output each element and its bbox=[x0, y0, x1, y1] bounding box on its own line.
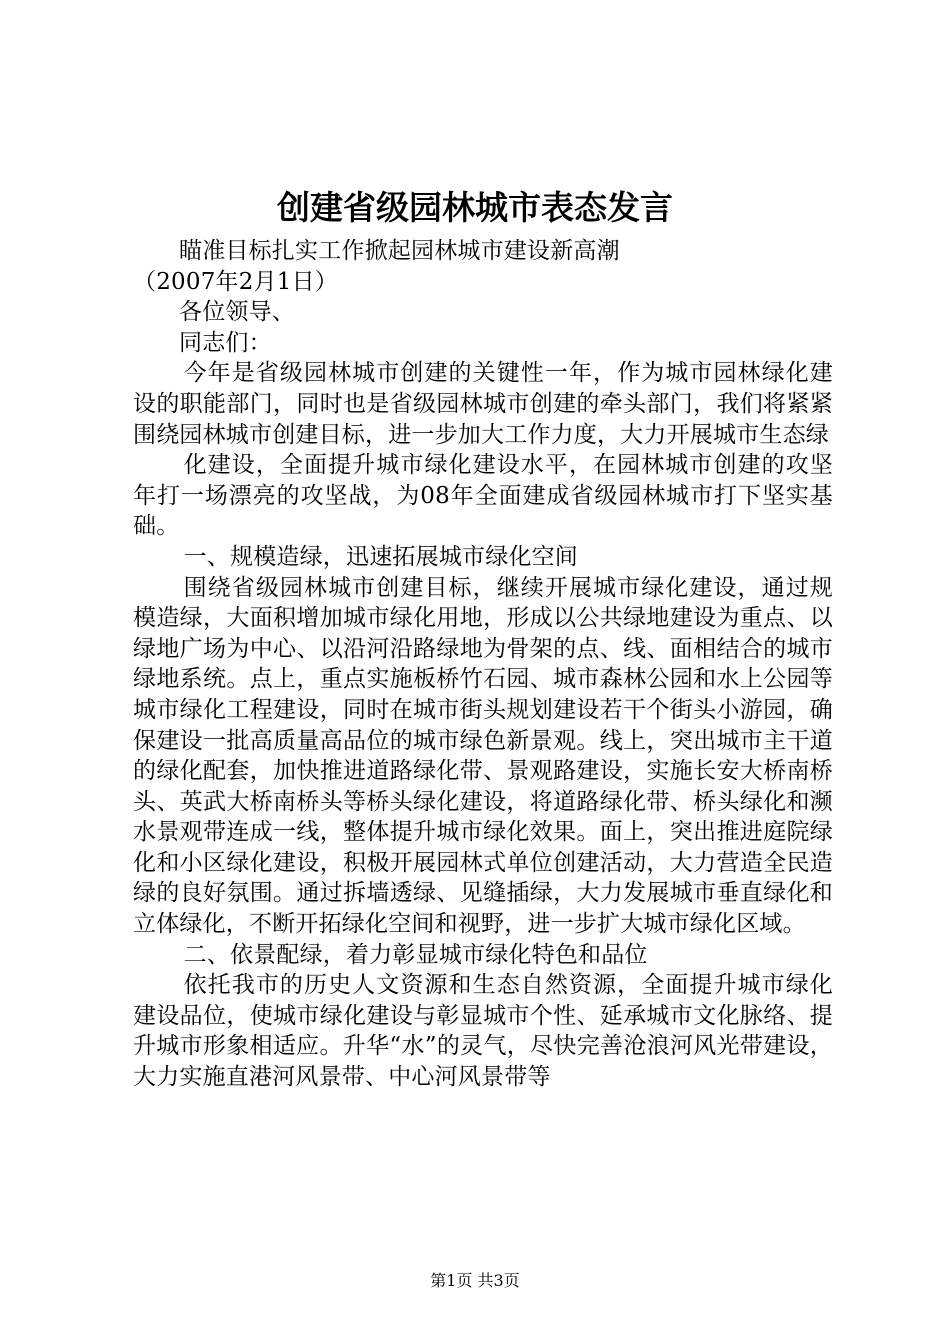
section-heading-2: 二、依景配绿，着力彰显城市绿化特色和品位 bbox=[183, 941, 648, 968]
paragraph-section-2: 依托我市的历史人文资源和生态自然资源，全面提升城市绿化建设品位，使城市绿化建设与彰显城市个性、延承城市文化脉络、提升城市形象相适应。升华“水”的灵气，尽快完善沧浪河风光带建设，大力实施直港河风景带、中心河风景带等 bbox=[133, 972, 833, 1091]
paragraph-section-1: 围绕省级园林城市创建目标，继续开展城市绿化建设，通过规模造绿，大面积增加城市绿化用地，形成以公共绿地建设为重点、以绿地广场为中心、以沿河沿路绿地为骨架的点、线、面相结合的城市绿地系统。点上，重点实施板桥竹石园、城市森林公园和水上公园等城市绿化工程建设，同时在城市街头规划建设若干个街头小游园，确保建设一批高质量高品位的城市绿色新景观。线上，突出城市主干道的绿化配套，加快推进道路绿化带、景观路建设，实施长安大桥南桥头、英武大桥南桥头等桥头绿化建设，将道路绿化带、桥头绿化和濒水景观带连成一线，整体提升城市绿化效果。面上，突出推进庭院绿化和小区绿化建设，积极开展园林式单位创建活动，大力营造全民造绿的良好氛围。通过拆墙透绿、见缝插绿，大力发展城市垂直绿化和立体绿化，不断开拓绿化空间和视野，进一步扩大城市绿化区域。 bbox=[133, 574, 833, 938]
paragraph-intro: 今年是省级园林城市创建的关键性一年，作为城市园林绿化建设的职能部门，同时也是省级园林城市创建的牵头部门，我们将紧紧围绕园林城市创建目标，进一步加大工作力度，大力开展城市生态绿 bbox=[133, 360, 833, 448]
document-date: （2007年2月1日） bbox=[133, 268, 338, 295]
section-heading-1: 一、规模造绿，迅速拓展城市绿化空间 bbox=[183, 543, 578, 570]
page-footer bbox=[0, 1271, 950, 1291]
salutation-comrades: 同志们： bbox=[179, 329, 272, 356]
document-body bbox=[133, 236, 833, 1093]
salutation-leaders: 各位领导、 bbox=[179, 299, 295, 326]
page-number: 第1页 共3页 bbox=[430, 1271, 520, 1290]
paragraph-intro-continued: 化建设，全面提升城市绿化建设水平，在园林城市创建的攻坚年打一场漂亮的攻坚战，为08年全面建成省级园林城市打下坚实基础。 bbox=[133, 452, 833, 540]
document-subtitle: 瞄准目标扎实工作掀起园林城市建设新高潮 bbox=[179, 238, 620, 264]
document-title: 创建省级园林城市表态发言 bbox=[277, 188, 673, 227]
